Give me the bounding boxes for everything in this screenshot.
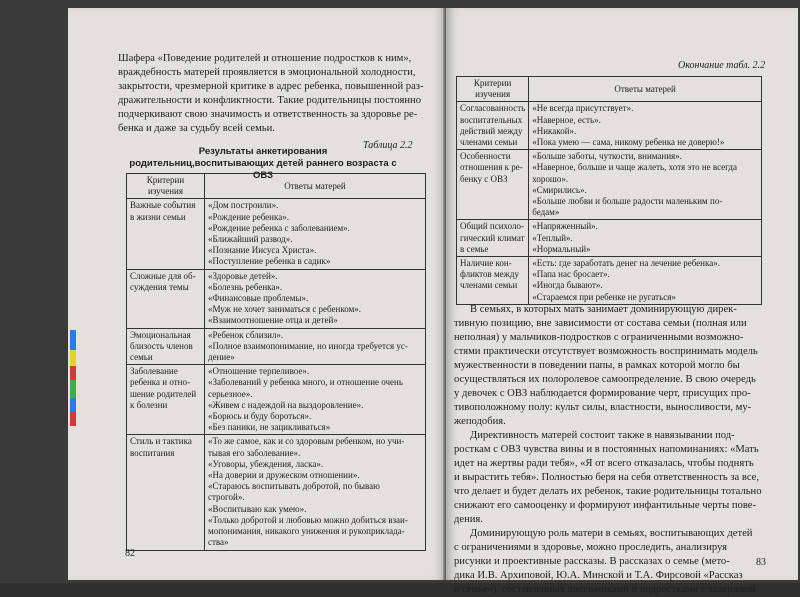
table-continuation-label: Окончание табл. 2.2 (678, 60, 766, 71)
text-line: у девочек с ОВЗ наблюдается формирование черт, присущих про- (454, 388, 751, 399)
criterion-line: воспитания (130, 447, 175, 458)
criterion-cell (457, 220, 529, 257)
body-text (454, 303, 772, 597)
answer-line: «Стараюсь воспитывать добротой, по бываю (208, 481, 380, 492)
table-row (127, 269, 426, 328)
criterion-line: Сложные для об- (130, 270, 196, 281)
answer-line: «Борюсь и буду бороться». (208, 411, 312, 422)
right-page (446, 8, 798, 595)
criterion-line: членами семьи (460, 280, 518, 291)
header-answers: Ответы матерей (529, 77, 762, 102)
table-label: Таблица 2.2 (363, 140, 413, 151)
criterion-line: ребенка и отно- (130, 377, 190, 388)
left-page (68, 8, 446, 580)
text-line: снижают его самооценку и формируют инфантильные черты пове- (454, 500, 756, 511)
answers-cell (205, 269, 426, 328)
criterion-cell (127, 365, 205, 435)
criterion-cell (457, 102, 529, 150)
answer-line: «Больше заботы, чуткости, внимания». (532, 151, 682, 162)
criterion-line: действий между (460, 125, 523, 136)
text-line: бенка и даже за судьбу всей семьи. (118, 123, 275, 134)
answer-line: «Никакой». (532, 125, 577, 136)
criterion-line: Важные события (130, 200, 196, 211)
criterion-line: в жизни семьи (130, 211, 186, 222)
text-line: дения. (454, 514, 483, 525)
text-line: закрытости, чрезмерной критике в адрес ребенка, повышенной раз- (118, 81, 424, 92)
text-line: с ограничениями в здоровье, можно проследить, анализируя (454, 542, 727, 553)
text-line: Доминирующую роль матери в семьях, воспитывающих детей (470, 528, 753, 539)
table-row (457, 102, 762, 150)
answer-line: «Поступление ребенка в садик» (208, 256, 331, 267)
header-criteria: Критерии изучения (457, 77, 529, 102)
answer-line: «Только добротой и любовью можно добиться взаи- (208, 514, 408, 525)
text-line: стями практически отсутствует возможность воспринимать модель (454, 346, 758, 357)
answer-line: «Заболеваний у ребенка много, и отношение очень (208, 377, 403, 388)
text-line: что делает и будет делать их ребенок, такие родительницы тотально (454, 486, 762, 497)
text-line: неполная) у мальчиков-подростков с ограниченными возможно- (454, 332, 744, 343)
page-number: 82 (125, 548, 135, 559)
criterion-cell (127, 199, 205, 269)
answer-line: серьезное». (208, 388, 253, 399)
answer-line: бедам» (532, 207, 560, 218)
answer-line: «Воспитываю как умею». (208, 503, 307, 514)
criterion-line: фликтов между (460, 269, 519, 280)
text-line: тивоположному полу: культ силы, властности, выносливости, му- (454, 402, 752, 413)
answer-line: «Без паники, не зацикливаться» (208, 422, 331, 433)
answers-cell (529, 257, 762, 305)
criterion-cell (127, 269, 205, 328)
answer-line: «Иногда бывают». (532, 280, 603, 291)
answer-line: «Пока умею — сама, никому ребенка не доверю!» (532, 137, 725, 148)
answer-line: «Ребенок сблизил». (208, 329, 284, 340)
table-row (127, 199, 426, 269)
answer-line: «Нормальный» (532, 243, 591, 254)
criterion-line: Общий психоло- (460, 221, 525, 232)
answer-line: «Стараемся при ребенке не ругаться» (532, 291, 676, 302)
criterion-line: суждения темы (130, 281, 189, 292)
criterion-line: воспитательных (460, 114, 523, 125)
criterion-line: в семье (460, 243, 489, 254)
criterion-line: Согласованность (460, 103, 526, 114)
answer-line: «Болезнь ребенка». (208, 281, 283, 292)
criterion-line: Эмоциональная (130, 329, 191, 340)
edge-color-strip (70, 398, 76, 412)
answer-line: «Наверное, есть». (532, 114, 601, 125)
edge-color-strip (70, 350, 76, 366)
survey-table (126, 173, 426, 551)
answer-line: «То же самое, как и со здоровым ребенком, но учи- (208, 436, 405, 447)
page-number: 83 (756, 557, 766, 568)
criterion-line: шение родителей (130, 388, 197, 399)
answers-cell (529, 150, 762, 220)
paragraph (454, 429, 772, 527)
paragraph (454, 303, 772, 429)
answer-line: «Рождение ребенка с заболеванием». (208, 222, 350, 233)
answer-line: ства» (208, 537, 229, 548)
answer-line: «Наверное, больше и чаще жалеть, хотя это не всегда (532, 162, 737, 173)
criterion-line: бенку с ОВЗ (460, 173, 508, 184)
answer-line: «Напряженный». (532, 221, 598, 232)
answer-line: «Рождение ребенка». (208, 211, 289, 222)
criterion-line: гический климат (460, 232, 525, 243)
text-line: враждебность матерей проявляется в эмоциональной холодности, (118, 67, 416, 78)
intro-paragraph (118, 52, 428, 136)
answer-line: дение» (208, 352, 235, 363)
answers-cell (205, 435, 426, 550)
text-line: жеподобия. (454, 416, 506, 427)
criterion-line: Наличие кон- (460, 258, 512, 269)
answer-line: «Смирились». (532, 184, 587, 195)
text-line: дражительности и конфликтности. Такие родительницы постоянно (118, 95, 421, 106)
answer-line: «Живем с надеждой на выздоровление». (208, 399, 364, 410)
answers-cell (529, 220, 762, 257)
text-line: Шафера «Поведение родителей и отношение подростков к ним», (118, 53, 412, 64)
answers-cell (205, 199, 426, 269)
answers-cell (205, 365, 426, 435)
answer-line: «Теплый». (532, 232, 573, 243)
edge-color-strip (70, 412, 76, 426)
answers-cell (529, 102, 762, 150)
text-line: о семье»), составленных школьниками и подростками с задержкой (454, 584, 756, 595)
table-row (457, 150, 762, 220)
answer-line: «Папа нас бросает». (532, 269, 610, 280)
answer-line: «Муж не хочет заниматься с ребенком». (208, 304, 362, 315)
criterion-line: Особенности (460, 151, 511, 162)
answer-line: «Полное взаимопонимание, но иногда требуется ус- (208, 340, 408, 351)
criterion-cell (127, 435, 205, 550)
text-line: идет на жертвы ради тебя», «Я от всего отказалась, чтобы поднять (454, 458, 754, 469)
text-line: Директивность матерей состоит также в навязывании под- (470, 430, 735, 441)
answer-line: тывая его заболевание». (208, 447, 301, 458)
text-line: и вырастить тебя». Полностью беря на себя ответственность за все, (454, 472, 760, 483)
criterion-line: к болезни (130, 399, 168, 410)
table-row (127, 365, 426, 435)
criterion-line: членами семьи (460, 137, 518, 148)
table-row (127, 328, 426, 365)
answer-line: строгой». (208, 492, 245, 503)
answer-line: «Взаимоотношение отца и детей» (208, 315, 338, 326)
text-line: дика И.В. Архиповой, Ю.А. Минской и Т.А. Фирсовой «Рассказ (454, 570, 743, 581)
header-answers: Ответы матерей (205, 174, 426, 199)
criterion-line: близость членов (130, 340, 193, 351)
text-line: осуществляться их полоролевое самоопределение. В свою очередь (454, 374, 756, 385)
answer-line: «Не всегда присутствует». (532, 103, 634, 114)
criterion-line: отношения к ре- (460, 162, 523, 173)
text-line: подчеркивают свою значимость и ответственность за здоровье ре- (118, 109, 418, 120)
paragraph (454, 527, 772, 597)
text-line: В семьях, в которых мать занимает доминирующую дирек- (470, 304, 737, 315)
answer-line: «Здоровье детей». (208, 270, 278, 281)
edge-color-strip (70, 366, 76, 380)
answer-line: «Финансовые проблемы». (208, 293, 309, 304)
text-line: росткам с ОВЗ чувства вины и в постоянных напоминаниях: «Мать (454, 444, 759, 455)
table-title-line: Результаты анкетирования родительниц, (129, 146, 328, 169)
text-line: тивную позицию, вне зависимости от состава семьи (полная или (454, 318, 747, 329)
answer-line: «На доверии и дружеском отношении». (208, 470, 360, 481)
answer-line: «Уговоры, убеждения, ласка». (208, 458, 324, 469)
text-line: рисунки и проективные рассказы. В рассказах о семье (мето- (454, 556, 730, 567)
answer-line: «Познание Иисуса Христа». (208, 245, 317, 256)
answer-line: мопонимания, никакого унижения и рукоприклада- (208, 526, 405, 537)
table-row (457, 220, 762, 257)
answer-line: хорошо». (532, 173, 569, 184)
criterion-cell (457, 150, 529, 220)
answer-line: «Дом построили». (208, 200, 279, 211)
edge-color-strip (70, 380, 76, 398)
criterion-line: семьи (130, 352, 153, 363)
answer-line: «Ближайший развод». (208, 234, 293, 245)
edge-color-strip (70, 330, 76, 350)
answer-line: «Больше любви и больше радости маленьким по- (532, 196, 723, 207)
answers-cell (205, 328, 426, 365)
table-row (457, 257, 762, 305)
criterion-line: Стиль и тактика (130, 436, 192, 447)
text-line: мужественности в поведении папы, в рамках которой могло бы (454, 360, 740, 371)
criterion-line: Заболевание (130, 366, 178, 377)
answer-line: «Есть: где заработать денег на лечение ребенка». (532, 258, 720, 269)
criterion-cell (127, 328, 205, 365)
header-criteria: Критерии изучения (127, 174, 205, 199)
table-row (127, 435, 426, 550)
survey-table-continued (456, 76, 762, 305)
criterion-cell (457, 257, 529, 305)
table-title-line: воспитывающих детей раннего возраста с ОВЗ (194, 158, 397, 181)
answer-line: «Отношение терпеливое». (208, 366, 310, 377)
